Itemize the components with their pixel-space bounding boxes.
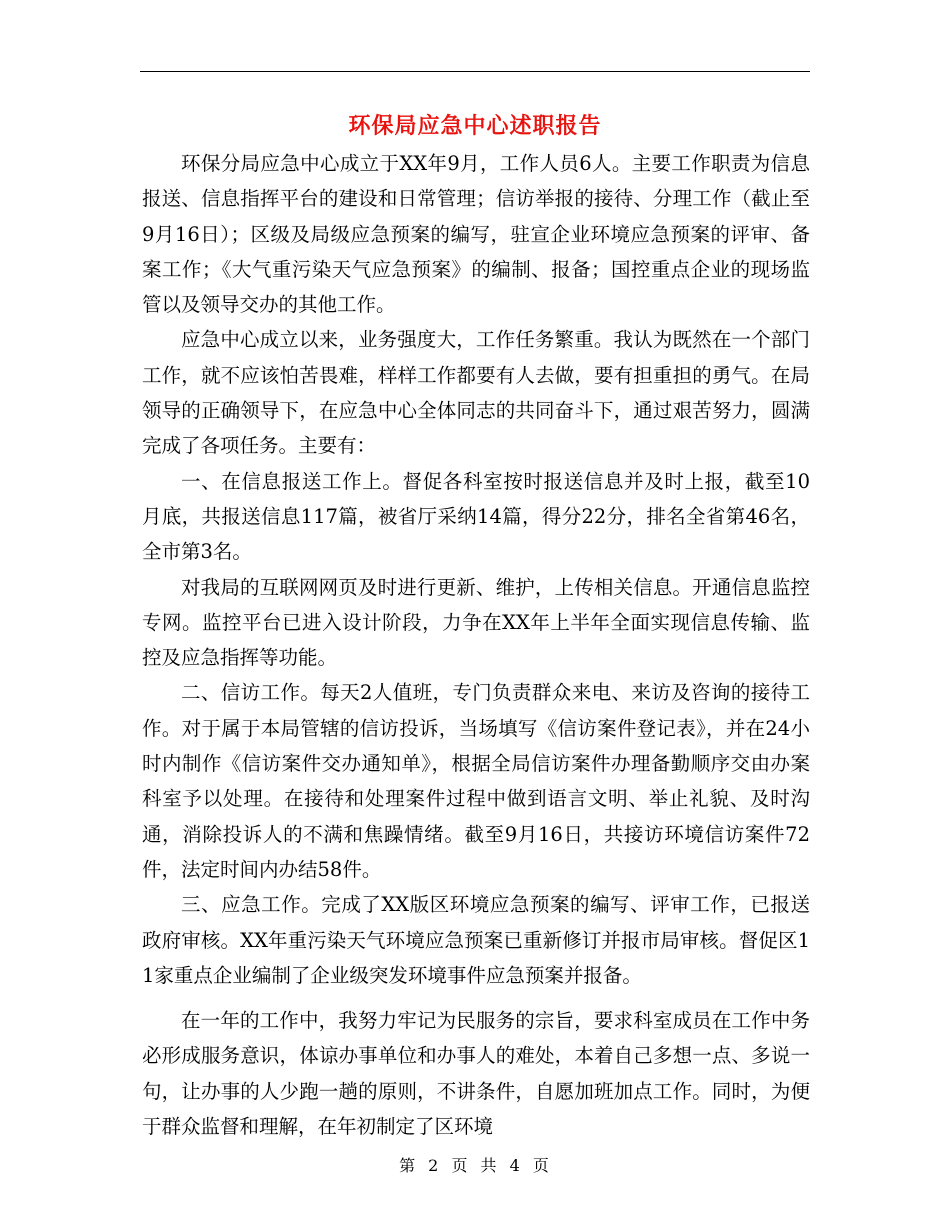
paragraph-overview: 应急中心成立以来，业务强度大，工作任务繁重。我认为既然在一个部门工作，就不应该怕苦畏难，样样工作都要有人去做，要有担重担的勇气。在局领导的正确领导下，在应急中心全体同志的共同奋斗下，通过艰苦努力，圆满完成了各项任务。主要有： <box>142 328 810 458</box>
paragraph-petition-work: 二、信访工作。每天2人值班，专门负责群众来电、来访及咨询的接待工作。对于属于本局管辖的信访投诉，当场填写《信访案件登记表》，并在24小时内制作《信访案件交办通知单》，根据全局信访案件办理备勤顺序交由办案科室予以处理。在接待和处理案件过程中做到语言文明、举止礼貌、及时沟通，消除投诉人的不满和焦躁情绪。截至9月16日，共接访环境信访案件72件，法定时间内办结58件。 <box>142 681 810 881</box>
document-title: 环保局应急中心述职报告 <box>348 113 602 139</box>
header-rule <box>140 71 810 72</box>
paragraph-emergency-work: 三、应急工作。完成了XX版区环境应急预案的编写、评审工作，已报送政府审核。XX年重污染天气环境应急预案已重新修订并报市局审核。督促区11家重点企业编制了企业级突发环境事件应急预案并报备。 <box>142 893 810 987</box>
paragraph-info-reporting: 一、在信息报送工作上。督促各科室按时报送信息并及时上报，截至10月底，共报送信息117篇，被省厅采纳14篇，得分22分，排名全省第46名，全市第3名。 <box>142 469 810 564</box>
paragraph-service: 在一年的工作中，我努力牢记为民服务的宗旨，要求科室成员在工作中务必形成服务意识，体谅办事单位和办事人的难处，本着自己多想一点、多说一句，让办事的人少跑一趟的原则，不讲条件，自愿加班加点工作。同时，为便于群众监督和理解，在年初制定了区环境 <box>142 1009 810 1139</box>
paragraph-intro: 环保分局应急中心成立于XX年9月，工作人员6人。主要工作职责为信息报送、信息指挥平台的建设和日常管理；信访举报的接待、分理工作（截止至9月16日）；区级及局级应急预案的编写，驻宣企业环境应急预案的评审、备案工作；《大气重污染天气应急预案》的编制、报备；国控重点企业的现场监管以及领导交办的其他工作。 <box>142 152 810 317</box>
page-number: 第 2 页 共 4 页 <box>399 1156 551 1175</box>
paragraph-web-monitoring: 对我局的互联网网页及时进行更新、维护，上传相关信息。开通信息监控专网。监控平台已进入设计阶段，力争在XX年上半年全面实现信息传输、监控及应急指挥等功能。 <box>142 575 810 670</box>
document-body <box>142 146 810 1144</box>
